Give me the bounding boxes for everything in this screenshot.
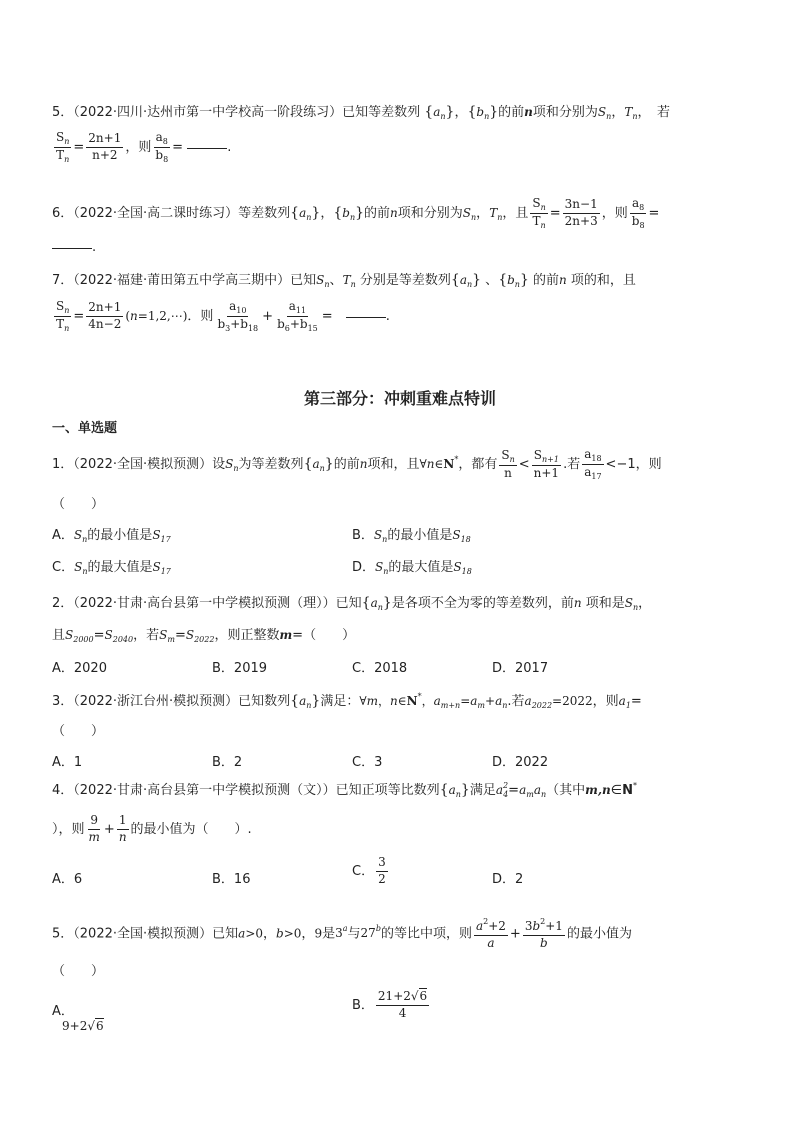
question-4-stem-1: 4．（2022·甘肃·高台县第一中学模拟预测（文））已知正项等比数列$\{a_n\}$满足$a^2_4=a_ma_n$（其中m,n∈N* — [52, 781, 637, 799]
section-title: 第三部分：冲刺重难点特训 — [303, 389, 496, 408]
option-b[interactable]: B． $\frac{21+2√6}{4}$ — [352, 989, 428, 1020]
option-d[interactable]: D．2022 — [492, 755, 549, 770]
option-b[interactable]: B．2 — [212, 755, 243, 770]
problem-6-line1: 6．（2022·全国·高二课时练习）等差数列$\{a_n\}$，$\{b_n\}$的前n项和分别为$S_n$，$T_n$，且 $\frac{S_n}{T_n}$ = $\frac{3n-1}{2n+3}$ ，则 $\frac{a_8}{b_8}$ = — [52, 196, 660, 231]
problem-7-line1: 7．（2022·福建·莆田第五中学高三期中）已知$S_n$、$T_n$ 分别是等差数列$\{a_n\}$ 、$\{b_n\}$ 的前n 项的和，且 — [52, 272, 636, 289]
problem-5-line2: $\frac{S_n}{T_n}$ = $\frac{2n+1}{n+2}$ ，则 $\frac{a_8}{b_8}$ = . — [56, 130, 232, 165]
option-c[interactable]: C． $\frac{3}{2}$ — [352, 855, 386, 886]
problem-7-line2: $\frac{S_n}{T_n}$ = $\frac{2n+1}{4n-2}$ (n=1,2,⋯)．则 $\frac{a_{10}}{b_3+b_{18}}$ + $\frac{a_{11}}{b_6+b_{15}}$ = . — [56, 299, 390, 334]
option-b[interactable]: B．2019 — [212, 661, 268, 676]
section-subtitle: 一、单选题 — [52, 421, 118, 436]
problem-5-line1: 5．（2022·四川·达州市第一中学校高一阶段练习）已知等差数列 $\{a_n\}$，$\{b_n\}$的前n项和分别为$S_n$，$T_n$， 若 — [52, 104, 671, 121]
option-d[interactable]: D．2017 — [492, 661, 549, 676]
question-2-stem-1: 2．（2022·甘肃·高台县第一中学模拟预测（理））已知$\{a_n\}$是各项不全为零的等差数列，前n 项和是$S_n$， — [52, 595, 652, 612]
option-d[interactable]: D．$S_n$的最大值是$S_{18}$ — [352, 560, 472, 576]
answer-blank[interactable] — [187, 147, 227, 149]
option-b[interactable]: B．$S_n$的最小值是$S_{18}$ — [352, 528, 471, 544]
option-c[interactable]: C．3 — [352, 755, 383, 770]
question-3-paren: （ ） — [52, 724, 105, 739]
question-4-stem-2: ），则 $\frac{9}{m}$ + $\frac{1}{n}$ 的最小值为（ ）. — [52, 813, 252, 844]
question-5-stem: 5．（2022·全国·模拟预测）已知a>0，b>0，9是3$^a$与27$^b$的等比中项，则 $\frac{a^2+2}{a}$ + $\frac{3b^2+1}{b}$ 的最小值为 — [52, 917, 632, 950]
question-3-stem: 3．（2022·浙江台州·模拟预测）已知数列$\{a_n\}$满足：∀m，n∈N*，$a_{m+n}=a_m+a_n$.若$a_{2022}=2022$，则$a_1=$ — [52, 692, 642, 710]
option-c[interactable]: C．2018 — [352, 661, 408, 676]
question-2-stem-2: 且$S_{2000}=S_{2040}$，若$S_m=S_{2022}$，则正整数m=（ ） — [52, 628, 356, 644]
option-a[interactable]: A．1 — [52, 755, 83, 770]
option-a[interactable]: A．2020 — [52, 661, 107, 676]
answer-blank[interactable] — [52, 247, 92, 249]
problem-6-line2: . — [52, 240, 96, 255]
answer-blank[interactable] — [346, 316, 386, 318]
question-1-paren: （ ） — [52, 497, 105, 512]
option-a[interactable]: A．6 — [52, 872, 83, 887]
option-a[interactable]: A．$S_n$的最小值是$S_{17}$ — [52, 528, 171, 544]
question-1-stem: 1．（2022·全国·模拟预测）设$S_n$为等差数列$\{a_n\}$的前n项和，且∀n∈N*，都有 $\frac{S_n}{n}$ < $\frac{S_{n+1}}{n+1}$ .若 $\frac{a_{18}}{a_{17}}$ <−1，则 — [52, 447, 662, 482]
option-c[interactable]: C．$S_n$的最大值是$S_{17}$ — [52, 560, 171, 576]
question-5-paren: （ ） — [52, 964, 105, 979]
option-a[interactable]: A． 9+2√6 — [52, 1004, 104, 1033]
option-b[interactable]: B．16 — [212, 872, 251, 887]
option-d[interactable]: D．2 — [492, 872, 524, 887]
